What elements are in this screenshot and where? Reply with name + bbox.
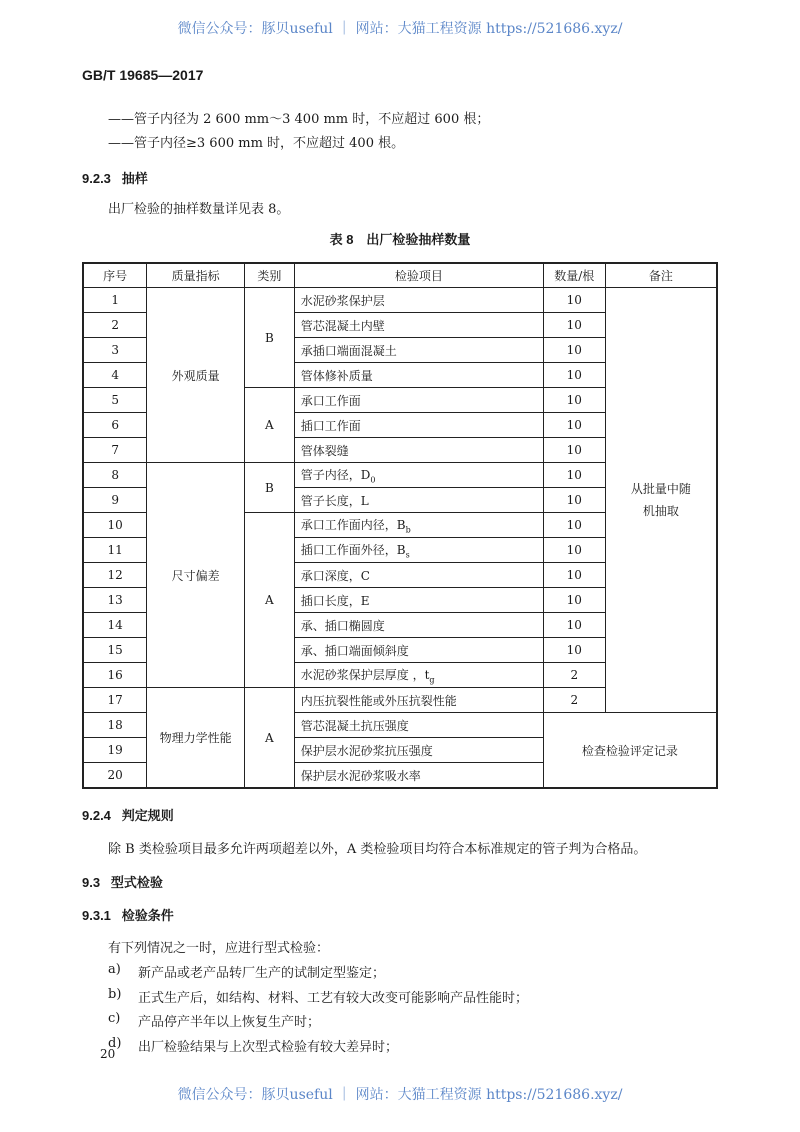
section-9-3-heading — [82, 872, 163, 891]
table-cell: 10 — [543, 538, 605, 563]
item-text: 承口深度，C — [300, 568, 370, 583]
table-cell: 11 — [83, 538, 147, 563]
column-header: 数量/根 — [543, 263, 605, 288]
table-cell: 2 — [83, 313, 147, 338]
table-cell: 7 — [83, 438, 147, 463]
table-cell: 13 — [83, 588, 147, 613]
table-cell: 10 — [543, 388, 605, 413]
item-text: 管芯混凝土抗压强度 — [300, 718, 409, 733]
table-cell — [294, 738, 543, 763]
column-header: 检验项目 — [294, 263, 543, 288]
item-text: 内压抗裂性能或外压抗裂性能 — [300, 693, 457, 708]
table-cell: 10 — [543, 463, 605, 488]
column-header: 质量指标 — [147, 263, 245, 288]
table-cell: 14 — [83, 613, 147, 638]
section-9-2-4-heading — [82, 805, 174, 824]
table-cell — [294, 438, 543, 463]
item-text: 管体修补质量 — [300, 368, 373, 383]
table-cell: 8 — [83, 463, 147, 488]
table-cell: 9 — [83, 488, 147, 513]
table-cell — [294, 413, 543, 438]
table-cell: A — [244, 688, 294, 789]
subscript: b — [405, 525, 411, 535]
item-text: 管芯混凝土内壁 — [300, 318, 385, 333]
item-text: 插口长度，E — [300, 593, 370, 608]
item-text: 管子内径，D — [300, 467, 371, 482]
table-cell: 15 — [83, 638, 147, 663]
paragraph: 有下列情况之一时，应进行型式检验： — [108, 941, 330, 956]
item-text: 承口工作面内径，B — [300, 517, 406, 532]
list-item: 正式生产后，如结构、材料、工艺有较大改变可能影响产品性能时； — [138, 990, 529, 1006]
paragraph: 出厂检验的抽样数量详见表 8。 — [108, 202, 290, 217]
item-text: 水泥砂浆保护层 — [300, 293, 385, 308]
table-cell: 10 — [543, 288, 605, 313]
table-cell — [294, 538, 543, 563]
section-9-2-3-heading — [82, 168, 148, 187]
table-cell: 6 — [83, 413, 147, 438]
section-title: 判定规则 — [121, 808, 174, 823]
section-title: 型式检验 — [110, 875, 163, 890]
table-cell — [294, 313, 543, 338]
list-item: 出厂检验结果与上次型式检验有较大差异时； — [138, 1039, 399, 1055]
item-text: 管体裂缝 — [300, 443, 349, 458]
watermark-bottom: 微信公众号：豚贝useful ｜ 网站：大猫工程资源 https://521686.xyz/ — [177, 1087, 623, 1103]
table-cell — [294, 388, 543, 413]
item-text: 承插口端面混凝土 — [300, 343, 397, 358]
table-cell — [294, 713, 543, 738]
subscript: 0 — [370, 475, 376, 485]
table-cell — [294, 288, 543, 313]
table-cell — [294, 513, 543, 538]
list-item: 产品停产半年以上恢复生产时； — [138, 1015, 321, 1030]
table-cell: 2 — [543, 688, 605, 713]
table-cell: B — [244, 463, 294, 513]
table-cell — [294, 763, 543, 789]
table-cell: 18 — [83, 713, 147, 738]
column-header: 序号 — [83, 263, 147, 288]
table-cell: 1 — [83, 288, 147, 313]
table-cell: 10 — [543, 338, 605, 363]
section-number: 9.3 — [82, 875, 101, 890]
item-text: 保护层水泥砂浆抗压强度 — [300, 743, 433, 758]
table-cell: 外观质量 — [147, 288, 245, 463]
table-cell: 10 — [543, 363, 605, 388]
table-cell: 19 — [83, 738, 147, 763]
text-line: ——管子内径≥3 600 mm 时，不应超过 400 根。 — [108, 136, 405, 151]
subscript: s — [405, 550, 410, 560]
table-cell — [294, 613, 543, 638]
table-cell: 10 — [83, 513, 147, 538]
list-marker: b) — [108, 986, 122, 1002]
table-cell: 4 — [83, 363, 147, 388]
table-cell: 10 — [543, 588, 605, 613]
table-cell: 10 — [543, 438, 605, 463]
table-cell — [294, 688, 543, 713]
table-cell: 17 — [83, 688, 147, 713]
table-cell: 12 — [83, 563, 147, 588]
table-caption: 表 8 出厂检验抽样数量 — [329, 232, 471, 247]
table-cell: B — [244, 288, 294, 388]
list-marker: c) — [108, 1011, 121, 1026]
column-header: 类别 — [244, 263, 294, 288]
list-marker: d) — [108, 1035, 122, 1051]
table-cell: 10 — [543, 638, 605, 663]
sampling-table — [82, 262, 718, 789]
watermark-top: 微信公众号：豚贝useful ｜ 网站：大猫工程资源 https://521686.xyz/ — [177, 21, 623, 37]
list-item: 新产品或老产品转厂生产的试制定型鉴定； — [138, 966, 386, 981]
list-marker: a) — [108, 962, 121, 977]
table-cell: 10 — [543, 563, 605, 588]
item-text: 插口工作面 — [300, 418, 361, 433]
table-cell: 10 — [543, 313, 605, 338]
item-text: 承口工作面 — [300, 393, 361, 408]
standard-code: GB/T 19685—2017 — [82, 67, 204, 83]
item-text: 插口工作面外径，B — [300, 542, 406, 557]
table-cell: A — [244, 513, 294, 688]
table-cell — [294, 338, 543, 363]
table-cell: 3 — [83, 338, 147, 363]
table-cell: 从批量中随机抽取 — [605, 288, 717, 713]
section-number: 9.2.3 — [82, 171, 111, 186]
section-9-3-1-heading — [82, 905, 174, 924]
item-text: 保护层水泥砂浆吸水率 — [300, 768, 421, 783]
page-number: 20 — [100, 1047, 116, 1061]
table-cell — [294, 363, 543, 388]
subscript: g — [429, 675, 435, 685]
table-row — [83, 288, 717, 313]
table-cell — [294, 463, 543, 488]
table-cell — [294, 638, 543, 663]
table-cell: 10 — [543, 613, 605, 638]
column-header: 备注 — [605, 263, 717, 288]
section-number: 9.2.4 — [82, 808, 111, 823]
table-cell: 10 — [543, 413, 605, 438]
paragraph: 除 B 类检验项目最多允许两项超差以外，A 类检验项目均符合本标准规定的管子判为合格品。 — [108, 842, 647, 857]
section-title: 检验条件 — [121, 908, 174, 923]
section-number: 9.3.1 — [82, 908, 111, 923]
item-text: 承、插口端面倾斜度 — [300, 643, 409, 658]
item-text: 水泥砂浆保护层厚度 ，t — [300, 667, 430, 682]
table-cell: A — [244, 388, 294, 463]
item-text: 管子长度，L — [300, 493, 369, 508]
table-cell: 物理力学性能 — [147, 688, 245, 789]
table-cell: 10 — [543, 513, 605, 538]
table-cell — [294, 488, 543, 513]
table-cell: 尺寸偏差 — [147, 463, 245, 688]
table-cell: 检查检验评定记录 — [543, 713, 717, 789]
item-text: 承、插口椭圆度 — [300, 618, 385, 633]
text-line: ——管子内径为 2 600 mm～3 400 mm 时，不应超过 600 根； — [108, 112, 490, 127]
table-cell: 2 — [543, 663, 605, 688]
table-cell: 16 — [83, 663, 147, 688]
table-cell: 10 — [543, 488, 605, 513]
table-cell — [294, 663, 543, 688]
table-cell — [294, 563, 543, 588]
table-cell: 5 — [83, 388, 147, 413]
section-title: 抽样 — [121, 171, 148, 186]
table-cell — [294, 588, 543, 613]
table-cell: 20 — [83, 763, 147, 789]
